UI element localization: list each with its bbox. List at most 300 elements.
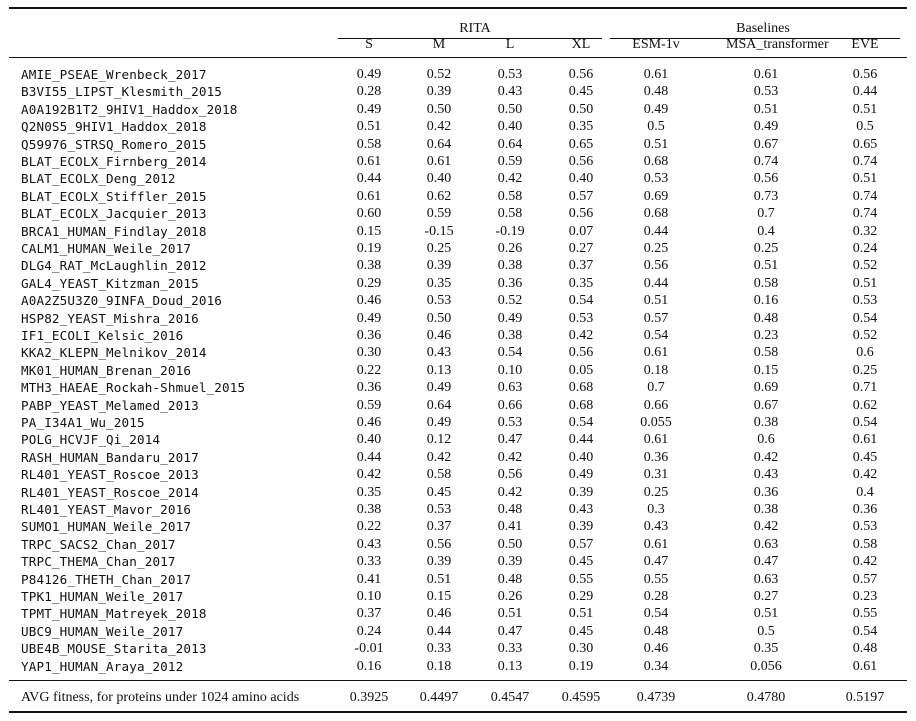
protein-name: UBC9_HUMAN_Weile_2017	[21, 623, 184, 639]
score-cell: 0.18	[643, 362, 669, 378]
score-cell: 0.54	[568, 415, 594, 430]
score-cell: 0.57	[643, 310, 669, 326]
score-cell: 0.16	[356, 658, 382, 674]
score-cell: -0.01	[354, 641, 384, 657]
protein-name: BLAT_ECOLX_Stiffler_2015	[21, 188, 207, 204]
score-cell: 0.48	[852, 641, 878, 657]
column-header: L	[505, 37, 515, 52]
score-cell: 0.59	[497, 154, 523, 169]
protein-name: BRCA1_HUMAN_Findlay_2018	[21, 223, 207, 239]
score-cell: 0.59	[426, 206, 452, 222]
score-cell: 0.49	[426, 380, 452, 396]
score-cell: 0.53	[852, 293, 878, 309]
score-cell: 0.67	[753, 397, 779, 413]
avg-score-cell: 0.5197	[845, 690, 885, 705]
score-cell: 0.58	[497, 188, 523, 204]
score-cell: 0.44	[356, 171, 382, 187]
score-cell: 0.51	[497, 606, 523, 622]
score-cell: 0.35	[568, 119, 594, 135]
score-cell: 0.36	[753, 484, 779, 500]
score-cell: 0.56	[497, 467, 523, 483]
score-cell: 0.41	[497, 519, 523, 535]
score-cell: 0.35	[753, 641, 779, 657]
score-cell: 0.58	[497, 206, 523, 222]
protein-name: PABP_YEAST_Melamed_2013	[21, 397, 199, 413]
score-cell: 0.29	[356, 275, 382, 291]
score-cell: 0.27	[753, 589, 779, 604]
column-header: MSA_transformer	[726, 37, 829, 52]
score-cell: 0.42	[753, 519, 779, 535]
score-cell: 0.49	[356, 101, 382, 117]
score-cell: 0.15	[356, 223, 382, 239]
score-cell: 0.24	[852, 241, 878, 256]
protein-name: P84126_THETH_Chan_2017	[21, 571, 192, 587]
score-cell: 0.66	[643, 397, 669, 413]
column-header: EVE	[851, 37, 879, 52]
score-cell: 0.74	[852, 188, 878, 204]
score-cell: 0.7	[647, 380, 665, 396]
score-cell: 0.53	[426, 502, 452, 517]
protein-name: KKA2_KLEPN_Melnikov_2014	[21, 345, 207, 361]
score-cell: 0.52	[497, 293, 523, 309]
score-cell: 0.25	[852, 362, 878, 378]
score-cell: 0.4	[757, 223, 775, 239]
score-cell: 0.49	[753, 119, 779, 135]
score-cell: 0.63	[753, 536, 779, 552]
score-cell: -0.15	[424, 223, 454, 239]
score-cell: 0.58	[753, 275, 779, 291]
score-cell: 0.49	[426, 415, 452, 430]
score-cell: 0.25	[643, 241, 669, 256]
score-cell: 0.38	[356, 258, 382, 274]
footer-rule	[9, 680, 907, 681]
score-cell: 0.61	[852, 658, 878, 674]
score-cell: 0.51	[852, 275, 878, 291]
score-cell: 0.45	[568, 554, 594, 570]
protein-name: A0A2Z5U3Z0_9INFA_Doud_2016	[21, 293, 223, 309]
protein-name: YAP1_HUMAN_Araya_2012	[21, 658, 184, 674]
score-cell: 0.36	[643, 449, 669, 465]
protein-name: A0A192B1T2_9HIV1_Haddox_2018	[21, 101, 238, 117]
score-cell: 0.53	[852, 519, 878, 535]
score-cell: 0.44	[568, 432, 594, 448]
score-cell: 0.37	[426, 519, 452, 535]
score-cell: 0.6	[757, 432, 775, 448]
score-cell: 0.39	[426, 258, 452, 274]
score-cell: 0.52	[852, 258, 878, 274]
score-cell: 0.37	[356, 606, 382, 622]
protein-name: RL401_YEAST_Roscoe_2013	[21, 467, 199, 483]
score-cell: 0.51	[643, 293, 669, 309]
score-cell: 0.25	[643, 484, 669, 500]
score-cell: 0.27	[568, 241, 594, 256]
score-cell: 0.74	[753, 154, 779, 169]
score-cell: 0.43	[753, 467, 779, 483]
score-cell: 0.63	[753, 571, 779, 587]
score-cell: 0.31	[643, 467, 669, 483]
score-cell: 0.58	[753, 345, 779, 361]
score-cell: 0.12	[426, 432, 452, 448]
protein-name: DLG4_RAT_McLaughlin_2012	[21, 258, 207, 274]
score-cell: 0.39	[568, 484, 594, 500]
score-cell: 0.51	[568, 606, 594, 622]
score-cell: 0.42	[426, 119, 452, 135]
protein-name: CALM1_HUMAN_Weile_2017	[21, 241, 192, 256]
score-cell: 0.51	[852, 101, 878, 117]
score-cell: 0.73	[753, 188, 779, 204]
score-cell: 0.62	[426, 188, 452, 204]
avg-score-cell: 0.4739	[636, 690, 676, 705]
bottom-rule	[9, 711, 907, 713]
score-cell: 0.51	[426, 571, 452, 587]
protein-name: RASH_HUMAN_Bandaru_2017	[21, 449, 199, 465]
score-cell: 0.5	[647, 119, 665, 135]
score-cell: 0.54	[852, 623, 878, 639]
score-cell: 0.41	[356, 571, 382, 587]
score-cell: 0.36	[356, 380, 382, 396]
score-cell: 0.47	[643, 554, 669, 570]
protein-name: TPMT_HUMAN_Matreyek_2018	[21, 606, 207, 622]
score-cell: 0.64	[426, 136, 452, 152]
score-cell: 0.29	[568, 589, 594, 604]
score-cell: 0.65	[568, 136, 594, 152]
score-cell: 0.48	[753, 310, 779, 326]
score-cell: 0.54	[852, 310, 878, 326]
score-cell: 0.51	[753, 101, 779, 117]
score-cell: 0.54	[643, 328, 669, 343]
score-cell: 0.74	[852, 154, 878, 169]
score-cell: 0.40	[568, 171, 594, 187]
score-cell: 0.45	[568, 623, 594, 639]
score-cell: 0.58	[426, 467, 452, 483]
score-cell: 0.74	[852, 206, 878, 222]
score-cell: 0.48	[643, 84, 669, 100]
score-cell: 0.57	[852, 571, 878, 587]
score-cell: 0.5	[757, 623, 775, 639]
score-cell: 0.53	[568, 310, 594, 326]
score-cell: 0.58	[852, 536, 878, 552]
score-cell: 0.40	[426, 171, 452, 187]
score-cell: 0.7	[757, 206, 775, 222]
score-cell: 0.69	[753, 380, 779, 396]
score-cell: 0.58	[356, 136, 382, 152]
score-cell: 0.4	[856, 484, 874, 500]
score-cell: 0.46	[356, 415, 382, 430]
score-cell: 0.39	[568, 519, 594, 535]
score-cell: 0.35	[426, 275, 452, 291]
score-cell: 0.19	[568, 658, 594, 674]
score-cell: 0.38	[356, 502, 382, 517]
score-cell: 0.61	[643, 345, 669, 361]
score-cell: 0.13	[497, 658, 523, 674]
score-cell: 0.53	[426, 293, 452, 309]
score-cell: 0.56	[426, 536, 452, 552]
score-cell: 0.55	[852, 606, 878, 622]
score-cell: 0.59	[356, 397, 382, 413]
score-cell: 0.42	[568, 328, 594, 343]
score-cell: 0.07	[568, 223, 594, 239]
score-cell: 0.54	[852, 415, 878, 430]
score-cell: 0.51	[852, 171, 878, 187]
protein-name: POLG_HCVJF_Qi_2014	[21, 432, 161, 448]
score-cell: 0.61	[852, 432, 878, 448]
score-cell: 0.35	[568, 275, 594, 291]
column-header: M	[432, 37, 446, 52]
score-cell: 0.42	[852, 467, 878, 483]
protein-name: IF1_ECOLI_Kelsic_2016	[21, 328, 184, 343]
score-cell: 0.3	[647, 502, 665, 517]
score-cell: 0.64	[426, 397, 452, 413]
score-cell: 0.28	[643, 589, 669, 604]
score-cell: 0.51	[753, 258, 779, 274]
protein-name: Q59976_STRSQ_Romero_2015	[21, 136, 207, 152]
score-cell: 0.48	[497, 571, 523, 587]
score-cell: 0.33	[356, 554, 382, 570]
score-cell: 0.54	[497, 345, 523, 361]
score-cell: 0.55	[568, 571, 594, 587]
score-cell: 0.33	[497, 641, 523, 657]
column-header: ESM-1v	[632, 37, 680, 52]
rita-group-header: RITA	[459, 21, 491, 36]
score-cell: 0.39	[426, 554, 452, 570]
score-cell: 0.22	[356, 362, 382, 378]
score-cell: 0.61	[643, 67, 669, 82]
protein-name: TPK1_HUMAN_Weile_2017	[21, 589, 184, 604]
protein-name: BLAT_ECOLX_Deng_2012	[21, 171, 176, 187]
score-cell: 0.42	[852, 554, 878, 570]
protein-name: AMIE_PSEAE_Wrenbeck_2017	[21, 67, 207, 82]
score-cell: 0.40	[356, 432, 382, 448]
score-cell: 0.63	[497, 380, 523, 396]
score-cell: 0.50	[426, 101, 452, 117]
score-cell: 0.42	[753, 449, 779, 465]
score-cell: 0.53	[497, 67, 523, 82]
score-cell: 0.57	[568, 188, 594, 204]
score-cell: 0.51	[356, 119, 382, 135]
score-cell: 0.43	[643, 519, 669, 535]
score-cell: 0.39	[426, 84, 452, 100]
score-cell: 0.34	[643, 658, 669, 674]
score-cell: 0.5	[856, 119, 874, 135]
score-cell: 0.61	[643, 536, 669, 552]
score-cell: 0.30	[568, 641, 594, 657]
score-cell: 0.43	[568, 502, 594, 517]
score-cell: 0.54	[568, 293, 594, 309]
score-cell: 0.25	[426, 241, 452, 256]
protein-name: MK01_HUMAN_Brenan_2016	[21, 362, 192, 378]
avg-score-cell: 0.3925	[349, 690, 389, 705]
score-cell: 0.43	[356, 536, 382, 552]
score-cell: 0.15	[753, 362, 779, 378]
score-cell: 0.44	[356, 449, 382, 465]
score-cell: 0.68	[568, 380, 594, 396]
score-cell: 0.23	[753, 328, 779, 343]
score-cell: 0.23	[852, 589, 878, 604]
score-cell: 0.05	[568, 362, 594, 378]
column-header: XL	[571, 37, 591, 52]
score-cell: 0.68	[643, 206, 669, 222]
protein-name: BLAT_ECOLX_Jacquier_2013	[21, 206, 207, 222]
score-cell: 0.55	[643, 571, 669, 587]
score-cell: 0.57	[568, 536, 594, 552]
score-cell: 0.45	[852, 449, 878, 465]
score-cell: 0.22	[356, 519, 382, 535]
score-cell: 0.45	[426, 484, 452, 500]
score-cell: 0.44	[643, 275, 669, 291]
score-cell: 0.40	[497, 119, 523, 135]
score-cell: 0.33	[426, 641, 452, 657]
score-cell: 0.56	[753, 171, 779, 187]
score-cell: 0.42	[356, 467, 382, 483]
score-cell: 0.66	[497, 397, 523, 413]
score-cell: 0.25	[753, 241, 779, 256]
score-cell: 0.42	[497, 449, 523, 465]
score-cell: -0.19	[495, 223, 525, 239]
score-cell: 0.61	[356, 188, 382, 204]
score-cell: 0.61	[356, 154, 382, 169]
score-cell: 0.42	[426, 449, 452, 465]
score-cell: 0.56	[568, 154, 594, 169]
score-cell: 0.28	[356, 84, 382, 100]
score-cell: 0.51	[643, 136, 669, 152]
score-cell: 0.24	[356, 623, 382, 639]
score-cell: 0.15	[426, 589, 452, 604]
score-cell: 0.6	[856, 345, 874, 361]
score-cell: 0.44	[643, 223, 669, 239]
avg-score-cell: 0.4497	[419, 690, 459, 705]
score-cell: 0.64	[497, 136, 523, 152]
score-cell: 0.52	[426, 67, 452, 82]
avg-score-cell: 0.4780	[746, 690, 786, 705]
score-cell: 0.46	[426, 606, 452, 622]
score-cell: 0.50	[497, 101, 523, 117]
score-cell: 0.36	[497, 275, 523, 291]
score-cell: 0.19	[356, 241, 382, 256]
protein-name: RL401_YEAST_Mavor_2016	[21, 502, 192, 517]
score-cell: 0.42	[497, 171, 523, 187]
protein-name: PA_I34A1_Wu_2015	[21, 415, 145, 430]
score-cell: 0.71	[852, 380, 878, 396]
score-cell: 0.50	[568, 101, 594, 117]
score-cell: 0.055	[640, 415, 672, 430]
score-cell: 0.65	[852, 136, 878, 152]
top-rule	[9, 7, 907, 9]
score-cell: 0.48	[643, 623, 669, 639]
score-cell: 0.50	[426, 310, 452, 326]
protein-name: TRPC_THEMA_Chan_2017	[21, 554, 176, 570]
score-cell: 0.49	[356, 67, 382, 82]
score-cell: 0.56	[643, 258, 669, 274]
score-cell: 0.60	[356, 206, 382, 222]
score-cell: 0.46	[426, 328, 452, 343]
score-cell: 0.056	[750, 658, 782, 674]
protein-name: TRPC_SACS2_Chan_2017	[21, 536, 176, 552]
score-cell: 0.47	[497, 432, 523, 448]
score-cell: 0.61	[643, 432, 669, 448]
score-cell: 0.44	[852, 84, 878, 100]
score-cell: 0.49	[356, 310, 382, 326]
score-cell: 0.49	[568, 467, 594, 483]
protein-name: GAL4_YEAST_Kitzman_2015	[21, 275, 199, 291]
score-cell: 0.53	[753, 84, 779, 100]
score-cell: 0.39	[497, 554, 523, 570]
footer-label: AVG fitness, for proteins under 1024 amino acids	[21, 690, 300, 705]
score-cell: 0.68	[643, 154, 669, 169]
score-cell: 0.51	[753, 606, 779, 622]
score-cell: 0.26	[497, 241, 523, 256]
score-cell: 0.53	[643, 171, 669, 187]
score-cell: 0.43	[426, 345, 452, 361]
score-cell: 0.26	[497, 589, 523, 604]
column-header: S	[365, 37, 373, 52]
protein-name: Q2N0S5_9HIV1_Haddox_2018	[21, 119, 207, 135]
score-cell: 0.10	[497, 362, 523, 378]
score-cell: 0.42	[497, 484, 523, 500]
avg-score-cell: 0.4547	[490, 690, 530, 705]
score-cell: 0.49	[643, 101, 669, 117]
score-cell: 0.47	[497, 623, 523, 639]
score-cell: 0.69	[643, 188, 669, 204]
score-cell: 0.40	[568, 449, 594, 465]
score-cell: 0.61	[426, 154, 452, 169]
score-cell: 0.56	[568, 67, 594, 82]
score-cell: 0.38	[753, 502, 779, 517]
score-cell: 0.61	[753, 67, 779, 82]
score-cell: 0.48	[497, 502, 523, 517]
score-cell: 0.47	[753, 554, 779, 570]
header-rule	[9, 57, 907, 58]
score-cell: 0.18	[426, 658, 452, 674]
score-cell: 0.36	[356, 328, 382, 343]
score-cell: 0.62	[852, 397, 878, 413]
score-cell: 0.67	[753, 136, 779, 152]
score-cell: 0.49	[497, 310, 523, 326]
score-cell: 0.50	[497, 536, 523, 552]
score-cell: 0.56	[568, 345, 594, 361]
protein-name: SUMO1_HUMAN_Weile_2017	[21, 519, 192, 535]
protein-name: RL401_YEAST_Roscoe_2014	[21, 484, 199, 500]
score-cell: 0.56	[568, 206, 594, 222]
score-cell: 0.56	[852, 67, 878, 82]
protein-name: B3VI55_LIPST_Klesmith_2015	[21, 84, 223, 100]
score-cell: 0.38	[497, 328, 523, 343]
score-cell: 0.52	[852, 328, 878, 343]
score-cell: 0.54	[643, 606, 669, 622]
avg-score-cell: 0.4595	[561, 690, 601, 705]
protein-name: HSP82_YEAST_Mishra_2016	[21, 310, 199, 326]
score-cell: 0.16	[753, 293, 779, 309]
score-cell: 0.38	[753, 415, 779, 430]
score-cell: 0.10	[356, 589, 382, 604]
score-cell: 0.38	[497, 258, 523, 274]
score-cell: 0.30	[356, 345, 382, 361]
score-cell: 0.46	[643, 641, 669, 657]
score-cell: 0.43	[497, 84, 523, 100]
baselines-group-header: Baselines	[736, 21, 790, 36]
protein-name: UBE4B_MOUSE_Starita_2013	[21, 641, 207, 657]
score-cell: 0.45	[568, 84, 594, 100]
score-cell: 0.35	[356, 484, 382, 500]
score-cell: 0.68	[568, 397, 594, 413]
score-cell: 0.37	[568, 258, 594, 274]
score-cell: 0.53	[497, 415, 523, 430]
score-cell: 0.36	[852, 502, 878, 517]
score-cell: 0.46	[356, 293, 382, 309]
protein-name: BLAT_ECOLX_Firnberg_2014	[21, 154, 207, 169]
score-cell: 0.32	[852, 223, 878, 239]
score-cell: 0.13	[426, 362, 452, 378]
score-cell: 0.44	[426, 623, 452, 639]
